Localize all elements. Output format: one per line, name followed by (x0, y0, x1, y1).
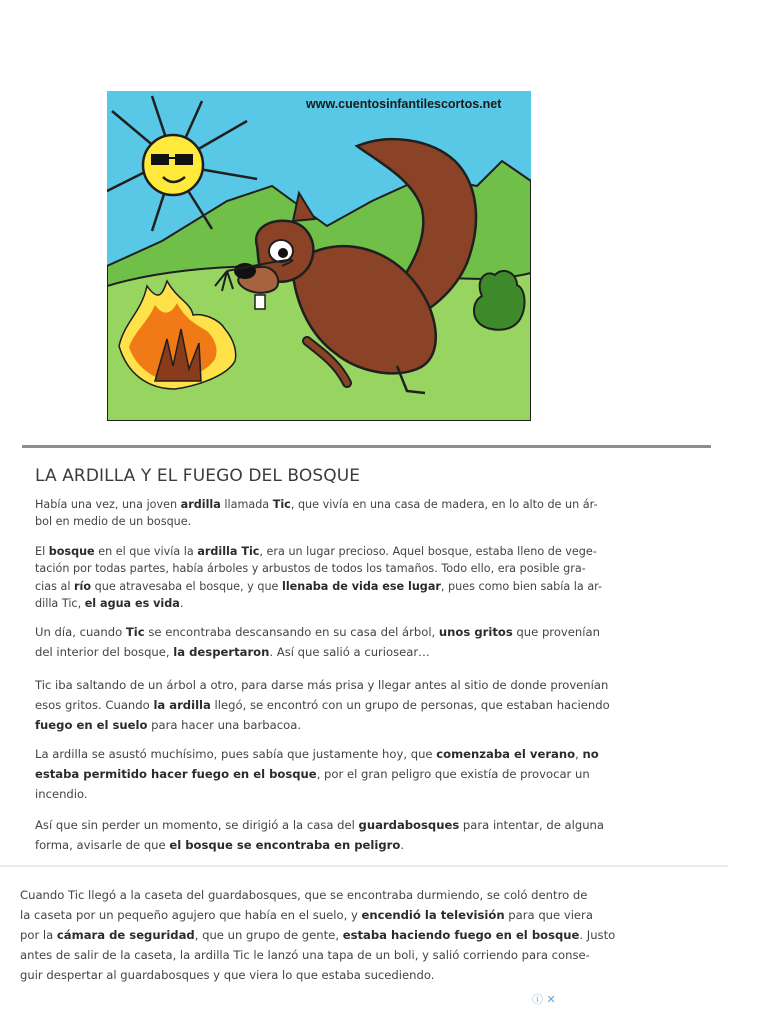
bold-run: guardabosques (358, 818, 460, 832)
text-run: para hacer una barbacoa. (147, 718, 302, 732)
text-run: antes de salir de la caseta, la ardilla Tic le lanzó una tapa de un boli, y salió corriendo para conse- (20, 948, 590, 962)
bold-run: comenzaba el verano (436, 747, 576, 761)
text-run: cias al (35, 579, 75, 593)
story-illustration (107, 91, 531, 421)
text-run: que atravesaba el bosque, y que (91, 579, 282, 593)
text-run: bol en medio de un bosque. (35, 515, 192, 529)
text-run: , que un grupo de gente, (194, 928, 343, 942)
bold-run: bosque (48, 545, 95, 558)
bold-run: encendió la televisión (361, 908, 505, 922)
text-run: para intentar, de alguna (459, 818, 605, 832)
text-run: que provenían (512, 625, 600, 639)
bold-run: Tic (272, 498, 291, 511)
text-run: llamada (220, 498, 273, 511)
bold-run: el agua es vida (84, 597, 180, 611)
text-run: , (575, 747, 583, 761)
ad-controls (532, 991, 556, 1007)
text-run: . (179, 597, 184, 611)
text-run: tación por todas partes, había árboles y arbustos de todos los tamaños. Todo ello, era posible gra- (35, 562, 586, 576)
text-run: forma, avisarle de que (35, 838, 170, 852)
text-run: , era un lugar precioso. Aquel bosque, estaba lleno de vege- (259, 545, 597, 558)
text-run: dilla Tic, (35, 597, 85, 611)
text-run: Tic iba saltando de un árbol a otro, para darse más prisa y llegar antes al sitio de donde provenían (35, 678, 609, 692)
text-run: en el que vivía la (94, 545, 198, 558)
section-divider (0, 865, 728, 867)
text-run: la caseta por un pequeño agujero que había en el suelo, y (20, 908, 362, 922)
bold-run: Tic (125, 625, 145, 639)
text-run: guir despertar al guardabosques y que viera lo que estaba sucediendo. (20, 968, 435, 982)
text-run: Cuando Tic llegó a la caseta del guardabosques, que se encontraba durmiendo, se coló dentro de (20, 888, 588, 902)
text-run: para que viera (504, 908, 593, 922)
story-paragraph (35, 543, 703, 613)
bold-run: fuego en el suelo (35, 718, 148, 732)
text-run: por la (20, 928, 57, 942)
story-title: LA ARDILLA Y EL FUEGO DEL BOSQUE (35, 466, 361, 486)
story-paragraph (35, 815, 703, 855)
bold-run: río (74, 579, 92, 593)
bold-run: la despertaron (173, 645, 270, 659)
text-run: llegó, se encontró con un grupo de personas, que estaban haciendo (210, 698, 610, 712)
watermark: www.cuentosinfantilescortos.net (306, 97, 502, 111)
text-run: La ardilla se asustó muchísimo, pues sabía que justamente hoy, que (35, 747, 437, 761)
bold-run: llenaba de vida ese lugar (281, 579, 441, 593)
text-run: , pues como bien sabía la ar- (440, 579, 603, 593)
top-divider (22, 445, 711, 448)
text-run: , por el gran peligro que existía de provocar un (316, 767, 590, 781)
text-run: . Justo (579, 928, 616, 942)
bold-run: estaba haciendo fuego en el bosque (342, 928, 580, 942)
bold-run: unos gritos (438, 625, 513, 639)
story-paragraph (35, 675, 703, 735)
text-run: Un día, cuando (35, 625, 126, 639)
bold-run: estaba permitido hacer fuego en el bosque (35, 767, 317, 781)
text-run: . Así que salió a curiosear… (269, 645, 430, 659)
bush (474, 271, 525, 330)
bold-run: ardilla (180, 498, 221, 511)
story-paragraph (35, 744, 703, 804)
story-paragraph (20, 885, 720, 985)
text-run: se encontraba descansando en su casa del árbol, (144, 625, 439, 639)
info-icon[interactable]: ⓘ (532, 993, 543, 1006)
story-paragraph (35, 496, 703, 531)
text-run: incendio. (35, 787, 88, 801)
text-run: esos gritos. Cuando (35, 698, 154, 712)
close-icon[interactable]: ✕ (546, 993, 556, 1006)
text-run: . (400, 838, 405, 852)
bold-run: ardilla Tic (197, 545, 260, 558)
text-run: , que vivía en una casa de madera, en lo alto de un ár- (290, 498, 598, 511)
text-run: del interior del bosque, (35, 645, 174, 659)
text-run: El (35, 545, 49, 558)
bold-run: cámara de seguridad (56, 928, 195, 942)
bold-run: el bosque se encontraba en peligro (169, 838, 401, 852)
story-paragraph (35, 622, 703, 662)
bold-run: la ardilla (153, 698, 211, 712)
text-run: Así que sin perder un momento, se dirigió a la casa del (35, 818, 359, 832)
text-run: Había una vez, una joven (35, 498, 181, 511)
bold-run: no (582, 747, 599, 761)
